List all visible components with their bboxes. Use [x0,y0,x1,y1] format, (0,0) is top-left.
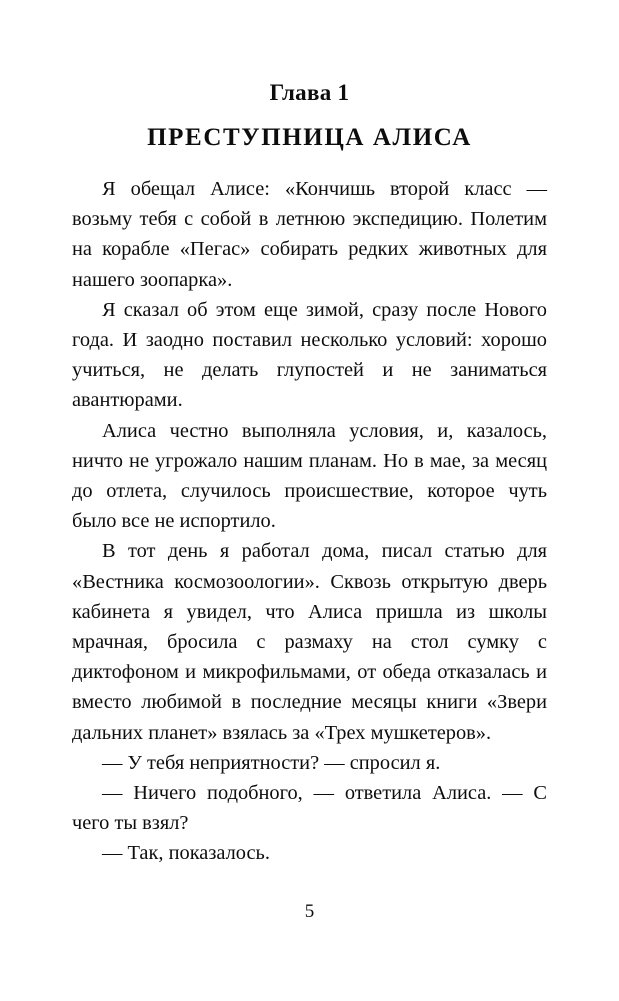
paragraph: Алиса честно выполняла условия, и, казалось, ничто не угрожало нашим планам. Но в мае, за месяц до отлета, случилось происшествие, которое чуть было все не испортило. [72,419,547,533]
paragraph: Я сказал об этом еще зимой, сразу после Нового года. И заодно поставил несколько условий: хорошо учиться, не делать глупостей и не заниматься авантюрами. [72,298,547,412]
chapter-title: ПРЕСТУПНИЦА АЛИСА [147,124,472,151]
paragraph: — Так, показалось. [102,842,270,865]
paragraph: — У тебя неприятности? — спросил я. [102,751,441,774]
body-text [72,174,547,869]
chapter-label: Глава 1 [269,80,350,105]
paragraph: В тот день я работал дома, писал статью для «Вестника космозоологии». Сквозь открытую дверь кабинета я увидел, что Алиса пришла из школы мрачная, бросила с размаху на стол сумку с диктофоном и микрофильмами, от обеда отказалась и вместо любимой в последние месяцы книги «Звери дальних планет» взялась за «Трех мушкетеров». [72,540,547,744]
paragraph: Я обещал Алисе: «Кончишь второй класс — возьму тебя с собой в летнюю экспедицию. Полетим на корабле «Пегас» собирать редких животных для нашего зоопарка». [72,178,547,291]
paragraph: — Ничего подобного, — ответила Алиса. — С чего ты взял? [72,782,547,835]
page-number: 5 [304,901,315,922]
